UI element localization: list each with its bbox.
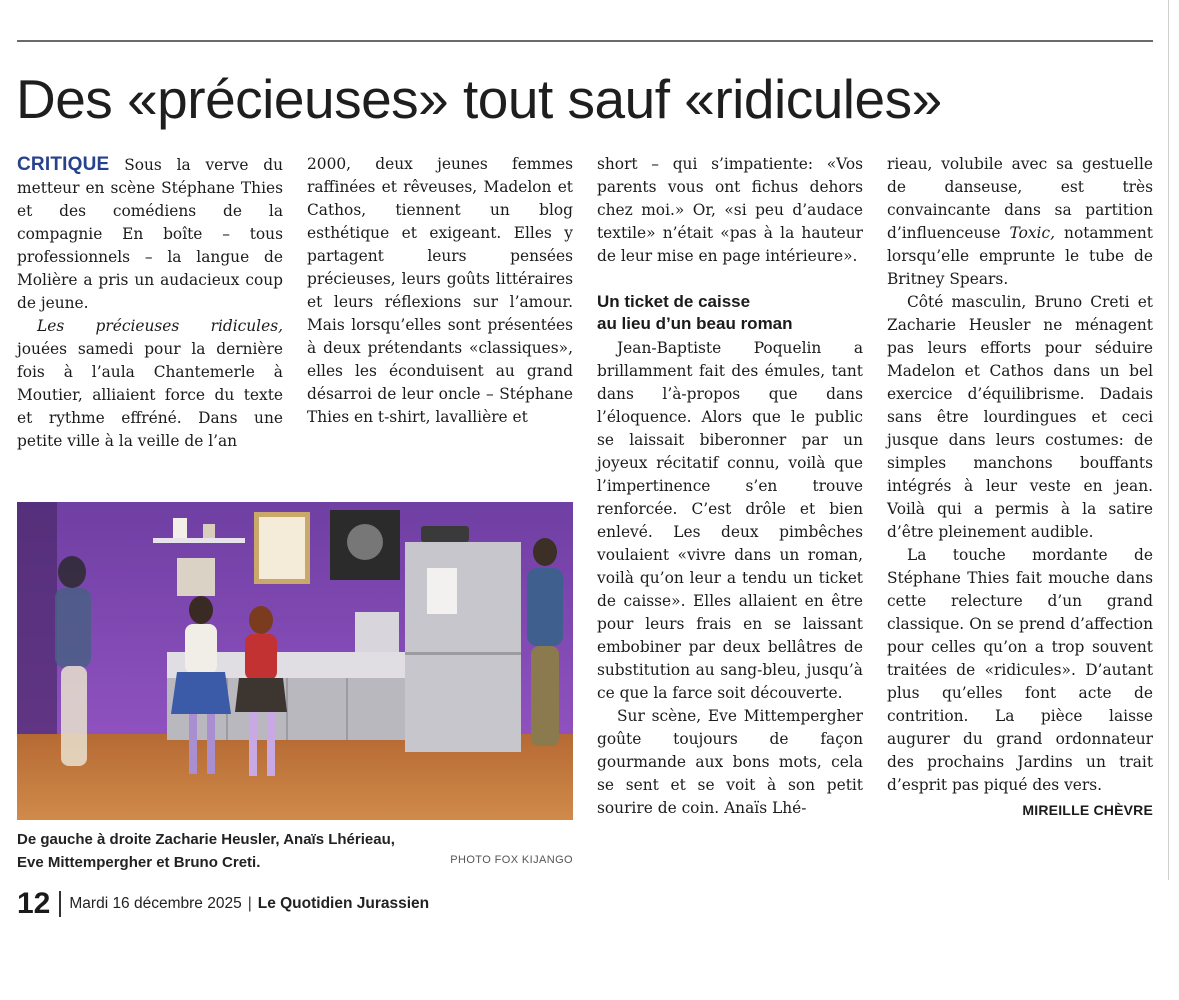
page-footer [17,888,429,920]
paragraph-4: short – qui s’impatiente: «Vos parents vous ont fichus dehors chez moi.» Or, «si peu d’audace textile» n’était «pas à la hauteur de leur mise en page intérieure». [597,155,863,265]
newspaper-name: Le Quotidien Jurassien [257,895,430,912]
page-number: 12 [17,887,51,920]
article-column-2 [307,153,573,429]
headline: Des «précieuses» tout sauf «ridicules» [16,68,942,130]
photo-caption: De gauche à droite Zacharie Heusler, Anaïs Lhérieau, Eve Mittempergher et Bruno Creti. PHOTO FOX KIJANGO [17,831,573,871]
paragraph-6: Sur scène, Eve Mittempergher goûte toujours de façon gourmande aux bons mots, cela se sent et se voit à son petit sourire de coin. Anaïs Lhé- [597,707,863,817]
stage-photo [17,502,573,820]
publication-date: Mardi 16 décembre 2025 [69,895,242,912]
paragraph-5: Jean-Baptiste Poquelin a brillamment fait des émules, tant dans l’à-propos que dans l’éloquence. Alors que le public se laissait biberonner par un joyeux récitatif connu, voilà que l’impertinence s’en trouve renforcée. C’est drôle et bien enlevé. Les deux pimbêches voulaient «vivre dans un roman, voilà qu’on leur a tendu un ticket de caisse». Elles allaient en être pour leurs frais en se laissant embobiner par deux bellâtres de substitution au sang-bleu, jusqu’à ce que la farce soit découverte. [597,339,863,702]
article-column-1 [17,153,283,453]
kicker-critique: CRITIQUE [17,154,110,175]
top-rule [17,40,1153,42]
photo-credit: PHOTO FOX KIJANGO [450,854,573,866]
paragraph-2: Les précieuses ridicules, jouées samedi pour la dernière fois à l’aula Chantemerle à Moutier, alliaient force du texte et rythme effréné. Dans une petite ville à la veille de l’an [17,317,283,450]
byline: MIREILLE CHÈVRE [1022,802,1153,818]
footer-separator: | [247,895,252,912]
article-column-3 [597,153,863,820]
paragraph-3: 2000, deux jeunes femmes raffinées et rêveuses, Madelon et Cathos, tiennent un blog esthétique et exigeant. Elles y partagent leurs pensées précieuses, leurs goûts littéraires et leurs réflexions sur l’amour. Mais lorsqu’elles sont présentées à deux prétendants «classiques», elles les éconduisent au grand désarroi de leur oncle – Stéphane Thies en t-shirt, lavallière et [307,155,573,426]
paragraph-9: La touche mordante de Stéphane Thies fait mouche dans cette relecture d’un grand classique. On se prend d’affection pour celles qu’on a trop souvent traitées de «ridicules». D’autant plus qu’elles font acte de contrition. La pièce laisse augurer du grand ordonnateur des prochains Jardins un trait d’esprit pas piqué des vers. [887,546,1153,794]
paragraph-7: rieau, volubile avec sa gestuelle de danseuse, est très convaincante dans sa partition d’influenceuse Toxic, notamment lorsqu’elle emprunte le tube de Britney Spears. [887,155,1153,288]
paragraph-8: Côté masculin, Bruno Creti et Zacharie Heusler ne ménagent pas leurs efforts pour séduire Madelon et Cathos dans un bel exercice d’équilibrisme. Dadais sans être lourdingues et ceci jusque dans leurs costumes: de simples manchons bouffants intégrés à leur veste en jean. Voilà qui a permis à la satire d’être pleinement audible. [887,293,1153,541]
paragraph-1: CRITIQUE Sous la verve du metteur en scène Stéphane Thies et des comédiens de la compagnie En boîte – tous professionnels – la langue de Molière a pris un audacieux coup de jeune. [17,154,283,312]
subheading: Un ticket de caisse au lieu d’un beau roman [597,292,793,333]
article-column-4 [887,153,1153,822]
next-page-edge [1168,0,1169,880]
footer-divider [59,891,61,917]
